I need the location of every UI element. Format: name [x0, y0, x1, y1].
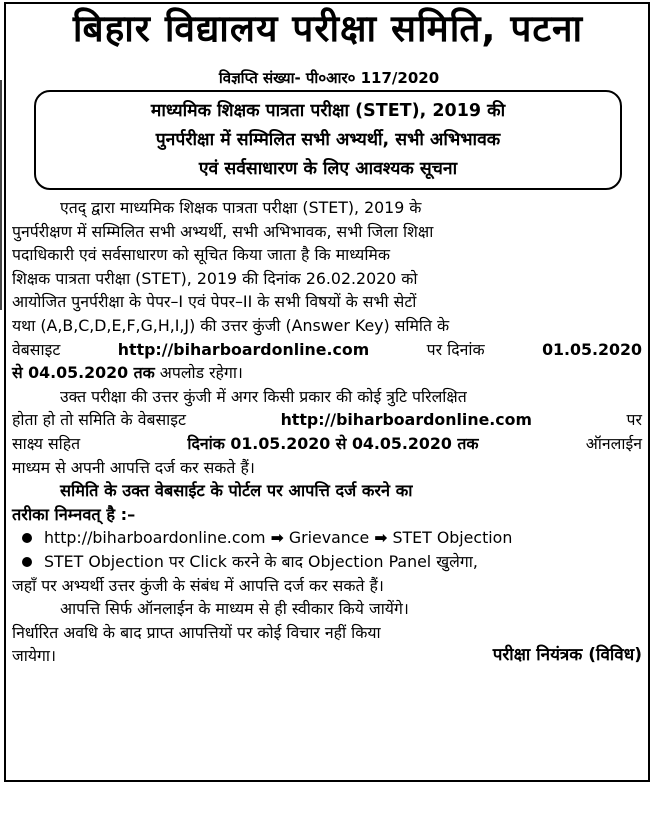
- subject-line-1: माध्यमिक शिक्षक पात्रता परीक्षा (STET), 2019 की: [150, 101, 506, 121]
- bullet-item-2-cont: जहाँ पर अभ्यर्थी उत्तर कुंजी के संबंध में आपत्ति दर्ज कर सकते हैं।: [12, 575, 384, 595]
- arrow-right-icon: ➡: [270, 528, 284, 548]
- p2-line-4: माध्यम से अपनी आपत्ति दर्ज कर सकते हैं।: [12, 457, 255, 477]
- p1-line-2: पुनर्परीक्षण में सम्मिलित सभी अभ्यर्थी, सभी अभिभावक, सभी जिला शिक्षा: [12, 221, 434, 241]
- procedure-section: [12, 479, 642, 597]
- p3-line-2: निर्धारित अवधि के बाद प्राप्त आपत्तियों पर कोई विचार नहीं किया: [12, 622, 381, 642]
- p1-line-3: पदाधिकारी एवं सर्वसाधारण को सूचित किया जाता है कि माध्यमिक: [12, 245, 391, 265]
- paragraph-1: [12, 196, 642, 385]
- notice-number: विज्ञप्ति संख्या- पी०आर० 117/2020: [218, 69, 440, 87]
- paragraph-2: [12, 385, 642, 479]
- p2-line-3: साक्ष्य सहित दिनांक 01.05.2020 से 04.05.2020 तक ऑनलाईन: [12, 433, 642, 453]
- bullet-item-2: STET Objection पर Click करने के बाद Objection Panel खुलेगा,: [12, 550, 642, 574]
- p3-line-1: आपत्ति सिर्फ ऑनलाईन के माध्यम से ही स्वीकार किये जायेंगे।: [60, 599, 409, 619]
- scan-edge-line: [0, 80, 2, 310]
- procedure-heading-2: तरीका निम्नवत् है :–: [12, 504, 136, 524]
- p2-line-2: होता हो तो समिति के वेबसाइट http://biharboardonline.com पर: [12, 408, 642, 432]
- subject-line-3: एवं सर्वसाधारण के लिए आवश्यक सूचना: [198, 159, 458, 179]
- notice-body: [12, 196, 642, 668]
- p1-line-8: से 04.05.2020 तक अपलोड रहेगा।: [12, 363, 243, 383]
- p1-line-1: एतद् द्वारा माध्यमिक शिक्षक पात्रता परीक्षा (STET), 2019 के: [60, 198, 422, 217]
- subject-box: [34, 90, 622, 190]
- p2-line-1: उक्त परीक्षा की उत्तर कुंजी में अगर किसी प्रकार की कोई त्रुटि परिलक्षित: [60, 386, 467, 406]
- notice-title: बिहार विद्यालय परीक्षा समिति, पटना: [72, 7, 584, 50]
- paragraph-3: [12, 597, 642, 668]
- procedure-heading-1: समिति के उक्त वेबसाईट के पोर्टल पर आपत्ति दर्ज करने का: [60, 481, 413, 501]
- signature: परीक्षा नियंत्रक (विविध): [492, 645, 642, 666]
- bullet-url[interactable]: http://biharboardonline.com: [44, 528, 266, 548]
- start-date: 01.05.2020: [542, 339, 642, 359]
- bullet-icon: [22, 557, 32, 567]
- arrow-right-icon: ➡: [374, 528, 388, 548]
- p1-line-7: वेबसाइट http://biharboardonline.com पर दिनांक 01.05.2020: [12, 338, 642, 362]
- website-url[interactable]: http://biharboardonline.com: [117, 339, 370, 359]
- p1-line-5: आयोजित पुनर्परीक्षा के पेपर–I एवं पेपर–II के सभी विषयों के सभी सेटों: [12, 292, 417, 312]
- p1-line-6: यथा (A,B,C,D,E,F,G,H,I,J) की उत्तर कुंजी (Answer Key) समिति के: [12, 315, 450, 335]
- p1-line-4: शिक्षक पात्रता परीक्षा (STET), 2019 की दिनांक 26.02.2020 को: [12, 268, 418, 288]
- website-url-2[interactable]: http://biharboardonline.com: [280, 410, 532, 430]
- subject-line-2: पुनर्परीक्षा में सम्मिलित सभी अभ्यर्थी, सभी अभिभावक: [155, 130, 501, 150]
- bullet-icon: [22, 533, 32, 543]
- p3-line-3: जायेगा। परीक्षा नियंत्रक (विविध): [12, 644, 642, 668]
- bullet-item-1: http://biharboardonline.com ➡ Grievance ➡ STET Objection: [12, 526, 642, 550]
